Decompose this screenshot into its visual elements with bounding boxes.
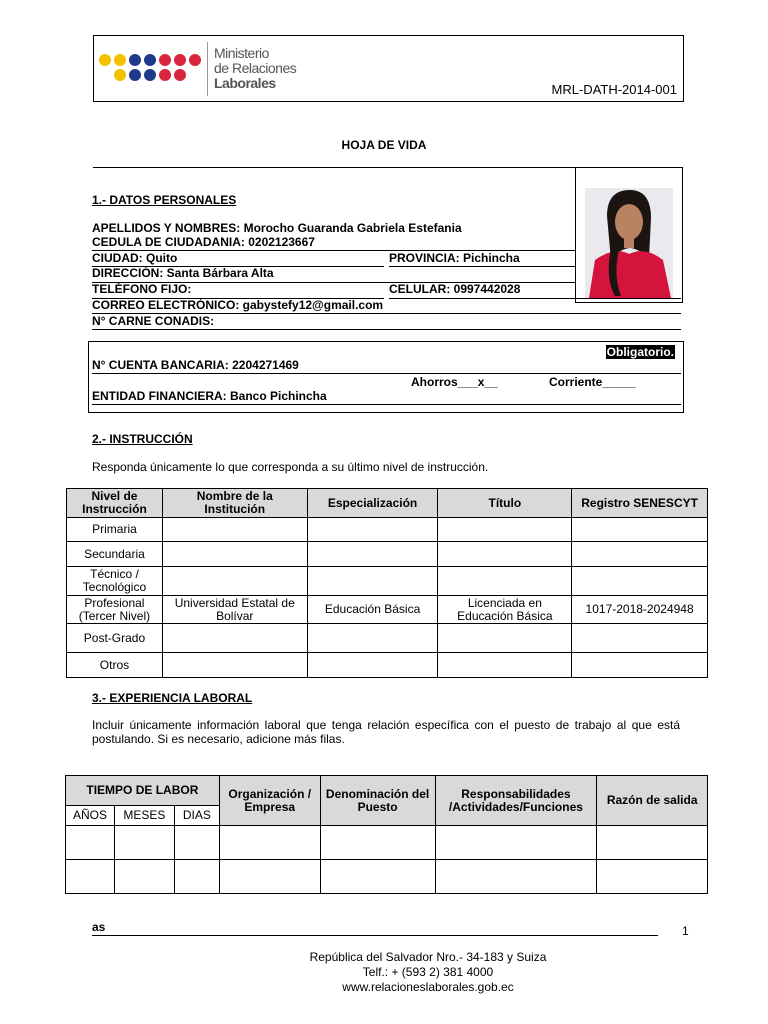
table-cell: Técnico / Tecnológico (67, 567, 163, 596)
table-row (67, 596, 708, 624)
logo-dot (99, 54, 111, 66)
title-rule (93, 167, 576, 168)
website-link[interactable]: www.relacioneslaborales.gob.ec (342, 980, 514, 994)
field-conadis: N° CARNE CONADIS: (92, 314, 215, 328)
table-cell (162, 518, 307, 542)
sub-header: AÑOS (66, 806, 115, 826)
mandatory-label: Obligatorio. (606, 345, 674, 359)
field-ahorros: Ahorros___x__ (411, 375, 498, 389)
table-cell (162, 567, 307, 596)
logo-dot (114, 69, 126, 81)
table-cell (307, 624, 438, 653)
table-cell: Otros (67, 653, 163, 678)
table-cell (307, 567, 438, 596)
profile-photo (585, 188, 673, 298)
photo-frame (575, 167, 683, 303)
row-rule (92, 373, 681, 374)
table-cell (597, 826, 708, 860)
sub-header: DIAS (174, 806, 219, 826)
table-row (67, 542, 708, 567)
col-header: Organización / Empresa (219, 776, 320, 826)
section-personal-title: 1.- DATOS PERSONALES (92, 193, 237, 207)
col-header: Título (438, 489, 572, 518)
table-cell (66, 860, 115, 894)
education-table (66, 488, 708, 678)
logo-dot (174, 54, 186, 66)
table-cell (435, 860, 597, 894)
logo-dot (174, 69, 186, 81)
table-cell: 1017-2018-2024948 (572, 596, 708, 624)
document-code: MRL-DATH-2014-001 (551, 82, 677, 97)
field-nombres: APELLIDOS Y NOMBRES: Morocho Guaranda Gabriela Estefania (92, 221, 462, 235)
table-cell: Profesional (Tercer Nivel) (67, 596, 163, 624)
col-header: Nivel de Instrucción (67, 489, 163, 518)
table-cell: Universidad Estatal de Bolívar (162, 596, 307, 624)
table-cell (162, 624, 307, 653)
logo-dot (189, 54, 201, 66)
col-header: TIEMPO DE LABOR (66, 776, 220, 806)
row-rule (389, 266, 575, 267)
table-cell (438, 542, 572, 567)
table-cell (114, 826, 174, 860)
logo-dot (129, 54, 141, 66)
education-note: Responda únicamente lo que corresponda a su último nivel de instrucción. (92, 460, 489, 474)
experience-note: Incluir únicamente información laboral que tenga relación específica con el puesto de trabajo al que está postulando. Si es necesario, adicione más filas. (92, 718, 680, 746)
sub-header: MESES (114, 806, 174, 826)
field-cedula: CEDULA DE CIUDADANIA: 0202123667 (92, 235, 315, 249)
section-experience-title: 3.- EXPERIENCIA LABORAL (92, 691, 253, 705)
table-row (66, 860, 708, 894)
table-cell (307, 653, 438, 678)
table-cell: Primaria (67, 518, 163, 542)
table-row (67, 518, 708, 542)
table-cell (114, 860, 174, 894)
logo-dot (144, 69, 156, 81)
table-cell (66, 826, 115, 860)
section-education-title: 2.- INSTRUCCIÓN (92, 432, 193, 446)
table-cell (438, 518, 572, 542)
field-cuenta: N° CUENTA BANCARIA: 2204271469 (92, 358, 299, 372)
field-provincia: PROVINCIA: Pichincha (389, 251, 520, 265)
col-header: Especialización (307, 489, 438, 518)
logo-dot (114, 54, 126, 66)
table-cell (597, 860, 708, 894)
signature-text: as (92, 920, 106, 934)
table-cell (320, 860, 435, 894)
phone-line: Telf.: + (593 2) 381 4000 (362, 965, 494, 979)
table-row (66, 826, 708, 860)
footer-address (0, 950, 768, 995)
table-cell (572, 624, 708, 653)
table-cell: Secundaria (67, 542, 163, 567)
page-number: 1 (682, 924, 689, 938)
row-rule (92, 329, 681, 330)
table-row (67, 624, 708, 653)
table-cell (307, 542, 438, 567)
table-row (67, 653, 708, 678)
page-title: HOJA DE VIDA (341, 138, 427, 152)
col-header: Nombre de la Institución (162, 489, 307, 518)
table-cell (438, 653, 572, 678)
address-line: República del Salvador Nro.- 34-183 y Suiza (309, 950, 547, 964)
bank-box (88, 341, 684, 413)
logo-divider (207, 42, 208, 96)
field-correo: CORREO ELECTRÓNICO: gabystefy12@gmail.com (92, 298, 384, 312)
logo-dot (159, 54, 171, 66)
table-cell (219, 860, 320, 894)
field-direccion: DIRECCIÓN: Santa Bárbara Alta (92, 266, 274, 280)
table-cell (572, 542, 708, 567)
row-rule (92, 404, 681, 405)
logo-dot (159, 69, 171, 81)
table-cell: Post-Grado (67, 624, 163, 653)
col-header: Razón de salida (597, 776, 708, 826)
field-entidad: ENTIDAD FINANCIERA: Banco Pichincha (92, 389, 327, 403)
field-celular: CELULAR: 0997442028 (389, 282, 521, 296)
table-cell (174, 860, 219, 894)
table-cell (572, 518, 708, 542)
field-corriente: Corriente_____ (549, 375, 636, 389)
field-telefono: TELÉFONO FIJO: (92, 282, 192, 296)
col-header: Registro SENESCYT (572, 489, 708, 518)
col-header: Responsabilidades /Actividades/Funciones (435, 776, 597, 826)
table-cell (162, 653, 307, 678)
experience-table (65, 775, 708, 894)
col-header: Denominación del Puesto (320, 776, 435, 826)
ministry-name: Ministerio de Relaciones Laborales (214, 45, 297, 91)
table-cell (572, 653, 708, 678)
table-cell (438, 624, 572, 653)
table-cell: Educación Básica (307, 596, 438, 624)
table-cell (219, 826, 320, 860)
table-row (67, 567, 708, 596)
table-cell (307, 518, 438, 542)
table-cell (572, 567, 708, 596)
row-rule (389, 298, 681, 299)
table-cell (174, 826, 219, 860)
table-cell (435, 826, 597, 860)
logo-dot (144, 54, 156, 66)
table-cell (162, 542, 307, 567)
header-box (93, 35, 684, 102)
logo-dot (129, 69, 141, 81)
table-cell (320, 826, 435, 860)
ministry-logo (99, 52, 205, 84)
table-cell: Licenciada en Educación Básica (438, 596, 572, 624)
field-ciudad: CIUDAD: Quito (92, 251, 178, 265)
footer-rule (92, 935, 658, 936)
table-cell (438, 567, 572, 596)
